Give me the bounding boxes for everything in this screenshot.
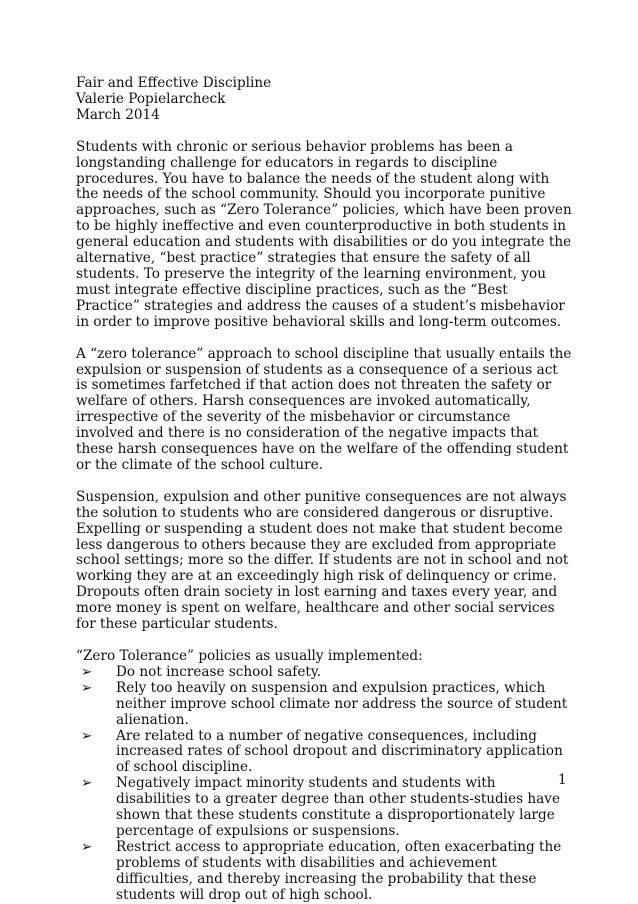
document-body [76, 76, 572, 904]
arrow-bullet-icon: ➢ [81, 679, 93, 696]
list-title: “Zero Tolerance” policies as usually implemented: [76, 648, 423, 664]
arrow-bullet-icon: ➢ [81, 727, 93, 744]
list-item [76, 840, 572, 904]
paragraph-introduction: Students with chronic or serious behavior problems has been a longstanding challenge for educators in regards to discipline procedures. You have to balance the needs of the student along with the needs of the school community. Should you incorporate punitive approaches, such as “Zero Tolerance” policies, which have been proven to be highly ineffective and even counterproductive in both students in general education and students with disabilities or do you integrate the alternative, “best practice” strategies that ensure the safety of all students. To preserve the integrity of the learning environment, you must integrate effective discipline practices, such as the “Best Practice” strategies and address the causes of a student’s misbehavior in order to improve positive behavioral skills and long-term outcomes. [76, 138, 572, 330]
list-item [76, 729, 572, 777]
policy-list [76, 665, 572, 904]
list-item-text: Are related to a number of negative consequences, including increased rates of school dropout and discriminatory application of school discipline. [116, 727, 563, 776]
arrow-bullet-icon: ➢ [81, 775, 93, 792]
list-item-text: Rely too heavily on suspension and expulsion practices, which neither improve school climate nor address the source of student alienation. [116, 679, 568, 728]
list-item [76, 776, 572, 840]
list-item-text: Restrict access to appropriate education, often exacerbating the problems of students with disabilities and achievement difficulties, and thereby increasing the probability that these students will drop out of high school. [116, 838, 562, 903]
document-author: Valerie Popielarcheck [76, 90, 226, 107]
list-item-text: Do not increase school safety. [116, 663, 322, 680]
page-number: 1 [558, 772, 567, 788]
paragraph-zero-tolerance: A “zero tolerance” approach to school discipline that usually entails the expulsion or suspension of students as a consequence of a serious act is sometimes farfetched if that action does not threaten the safety or welfare of others. Harsh consequences are invoked automatically, irrespective of the severity of the misbehavior or circumstance involved and there is no consideration of the negative impacts that these harsh consequences have on the welfare of the offending student or the climate of the school culture. [76, 345, 572, 473]
arrow-bullet-icon: ➢ [81, 838, 93, 855]
list-item [76, 665, 572, 681]
paragraph-punitive-consequences: Suspension, expulsion and other punitive consequences are not always the solution to students who are considered dangerous or disruptive. Expelling or suspending a student does not make that student become less dangerous to others because they are excluded from appropriate school settings; more so the differ. If students are not in school and not working they are at an exceedingly high risk of delinquency or crime. Dropouts often drain society in lost earning and taxes every year, and more money is spent on welfare, healthcare and other social services for these particular students. [76, 488, 569, 633]
document-header [76, 76, 572, 124]
document-date: March 2014 [76, 106, 160, 123]
arrow-bullet-icon: ➢ [81, 663, 93, 680]
list-item-text: Negatively impact minority students and students with disabilities to a greater degree than other students-studies have shown that these students constitute a disproportionately large percentage of expulsions or suspensions. [116, 775, 561, 839]
list-item [76, 681, 572, 729]
document-title: Fair and Effective Discipline [76, 75, 272, 91]
